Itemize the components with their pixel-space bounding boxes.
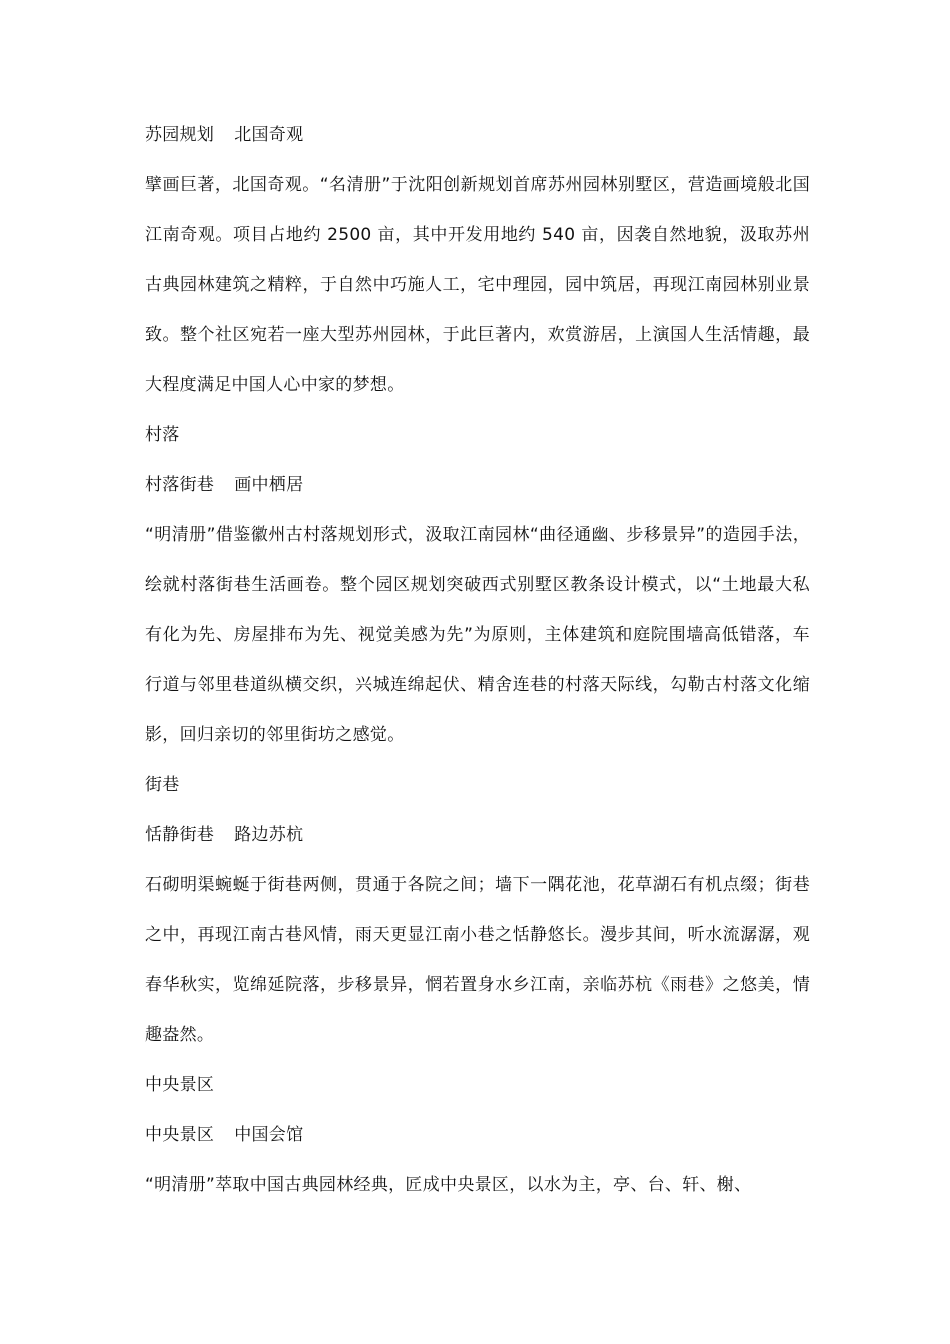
section-category: 中央景区 [145, 1075, 215, 1095]
section-body: 擘画巨著，北国奇观。“名清册”于沈阳创新规划首席苏州园林别墅区，营造画境般北国江南奇观。项目占地约 2500 亩，其中开发用地约 540 亩，因袭自然地貌，汲取苏州古典园林建筑之精粹，于自然中巧施人工，宅中理园，园中筑居，再现江南园林别业景致。整个社区宛若一座大型苏州园林，于此巨著内，欢赏游居，上演国人生活情趣，最大程度满足中国人心中家的梦想。 [145, 175, 810, 395]
heading-primary: 苏园规划 [145, 125, 215, 145]
heading-secondary: 北国奇观 [234, 125, 304, 145]
document-page [145, 110, 810, 1210]
section-body: 石砌明渠蜿蜒于街巷两侧，贯通于各院之间；墙下一隅花池，花草湖石有机点缀；街巷之中，再现江南古巷风情，雨天更显江南小巷之恬静悠长。漫步其间，听水流潺潺，观春华秋实，览绵延院落，步移景异，惘若置身水乡江南，亲临苏杭《雨巷》之悠美，情趣盎然。 [145, 875, 810, 1045]
section-heading [145, 460, 810, 510]
section-heading [145, 810, 810, 860]
section-category: 村落 [145, 425, 180, 445]
section-heading [145, 1110, 810, 1160]
section-category: 街巷 [145, 775, 180, 795]
section-body: “明清册”借鉴徽州古村落规划形式，汲取江南园林“曲径通幽、步移景异”的造园手法，绘就村落街巷生活画卷。整个园区规划突破西式别墅区教条设计模式，以“土地最大私有化为先、房屋排布为先、视觉美感为先”为原则，主体建筑和庭院围墙高低错落，车行道与邻里巷道纵横交织，兴城连绵起伏、精舍连巷的村落天际线，勾勒古村落文化缩影，回归亲切的邻里街坊之感觉。 [145, 525, 810, 745]
heading-primary: 村落街巷 [145, 475, 215, 495]
heading-secondary: 画中栖居 [234, 475, 304, 495]
section-body: “明清册”萃取中国古典园林经典，匠成中央景区，以水为主，亭、台、轩、榭、 [145, 1175, 752, 1195]
heading-secondary: 路边苏杭 [234, 825, 304, 845]
heading-primary: 恬静街巷 [145, 825, 215, 845]
heading-primary: 中央景区 [145, 1125, 215, 1145]
heading-secondary: 中国会馆 [234, 1125, 304, 1145]
section-heading [145, 110, 810, 160]
